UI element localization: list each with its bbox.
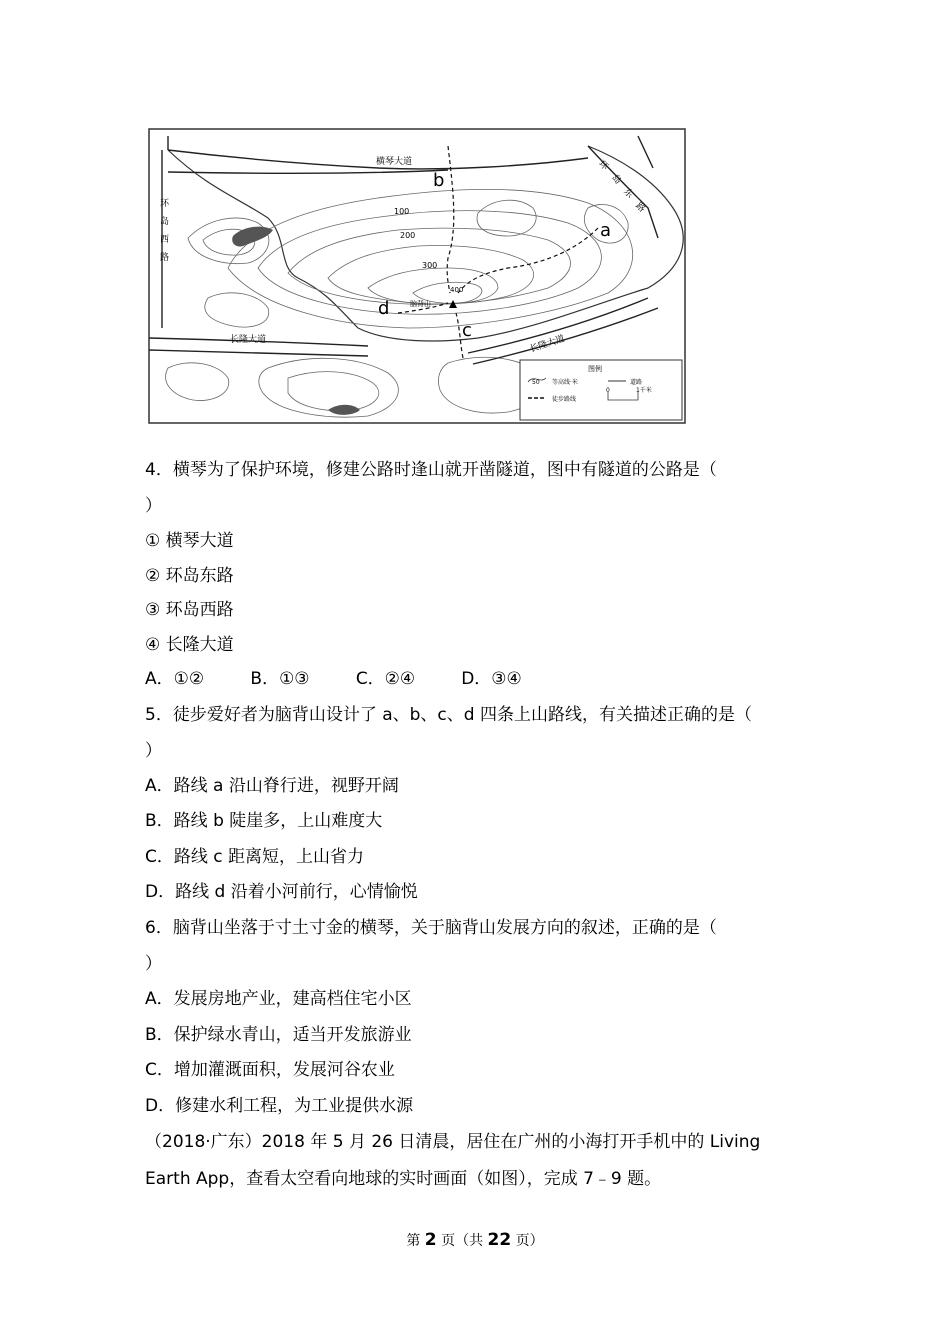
q4-option-a: A．①② <box>145 669 205 689</box>
footer-suffix: 页） <box>511 1233 544 1249</box>
q5-stem: 5．徒步爱好者为脑背山设计了 a、b、c、d 四条上山路线，有关描述正确的是（ <box>145 705 752 725</box>
footer-middle: 页（共 <box>436 1233 488 1249</box>
label-contour-100: 100 <box>394 207 410 216</box>
footer-page-number: 2 <box>424 1230 437 1250</box>
q4-item-2: ② 环岛东路 <box>145 566 234 586</box>
q6-stem: 6．脑背山坐落于寸土寸金的横琴，关于脑背山发展方向的叙述，正确的是（ <box>145 918 717 938</box>
q4-item-1: ① 横琴大道 <box>145 531 234 551</box>
map-legend <box>520 360 682 420</box>
legend-scale-one: 1千米 <box>636 387 652 394</box>
q6-option-c: C．增加灌溉面积，发展河谷农业 <box>145 1060 395 1080</box>
legend-contour-label: 等高线·米 <box>552 379 578 386</box>
q5-option-b: B．路线 b 陡崖多，上山难度大 <box>145 811 383 831</box>
q4-option-b: B．①③ <box>250 669 310 689</box>
q5-option-d: D．路线 d 沿着小河前行，心情愉悦 <box>145 882 418 902</box>
label-contour-200: 200 <box>400 231 416 240</box>
label-peak: 脑背山 <box>410 300 431 308</box>
q6-option-a: A．发展房地产业，建高档住宅小区 <box>145 989 412 1009</box>
label-contour-300: 300 <box>422 261 438 270</box>
svg-text:东: 东 <box>621 187 635 201</box>
legend-road-label: 道路 <box>630 379 643 386</box>
legend-trail-label: 徒步路线 <box>552 396 577 403</box>
topographic-map <box>148 128 686 424</box>
legend-scale-zero: 0 <box>606 387 610 394</box>
q4-item-3: ③ 环岛西路 <box>145 600 234 620</box>
svg-text:岛: 岛 <box>609 173 623 187</box>
q6-stem-end: ） <box>145 954 162 974</box>
svg-text:岛: 岛 <box>160 217 170 227</box>
svg-text:环: 环 <box>596 159 610 173</box>
label-route-b: b <box>433 170 445 191</box>
legend-contour-value: 50 <box>532 379 540 386</box>
label-changlong-right: 长隆大道 <box>528 334 567 355</box>
q6-option-d: D．修建水利工程，为工业提供水源 <box>145 1096 414 1116</box>
label-changlong-left: 长隆大道 <box>230 335 267 345</box>
svg-text:路: 路 <box>160 253 170 263</box>
label-henqin-avenue: 横琴大道 <box>376 157 413 167</box>
label-route-c: c <box>462 320 472 341</box>
q4-stem-end: ） <box>145 496 162 516</box>
q5-stem-end: ） <box>145 741 162 761</box>
q4-options <box>145 667 810 691</box>
label-route-a: a <box>600 220 612 241</box>
svg-text:环: 环 <box>160 199 170 209</box>
page-footer <box>0 1230 950 1250</box>
svg-text:路: 路 <box>633 201 647 215</box>
footer-total-pages: 22 <box>487 1230 512 1250</box>
footer-prefix: 第 <box>406 1233 425 1249</box>
q5-option-c: C．路线 c 距离短，上山省力 <box>145 847 365 867</box>
q4-option-c: C．②④ <box>355 669 416 689</box>
q4-option-d: D．③④ <box>461 669 522 689</box>
label-route-d: d <box>378 298 390 319</box>
q4-stem: 4．横琴为了保护环境，修建公路时逢山就开凿隧道，图中有隧道的公路是（ <box>145 460 717 480</box>
intro-line-2: Earth App，查看太空看向地球的实时画面（如图），完成 7﹣9 题。 <box>145 1169 662 1189</box>
intro-line-1: （2018·广东）2018 年 5 月 26 日清晨，居住在广州的小海打开手机中的 Living <box>145 1132 761 1152</box>
q4-item-4: ④ 长隆大道 <box>145 635 234 655</box>
legend-title: 图例 <box>588 365 602 373</box>
svg-text:西: 西 <box>160 235 170 245</box>
q5-option-a: A．路线 a 沿山脊行进，视野开阔 <box>145 776 399 796</box>
label-contour-400: 400 <box>450 286 464 294</box>
q6-option-b: B．保护绿水青山，适当开发旅游业 <box>145 1025 412 1045</box>
